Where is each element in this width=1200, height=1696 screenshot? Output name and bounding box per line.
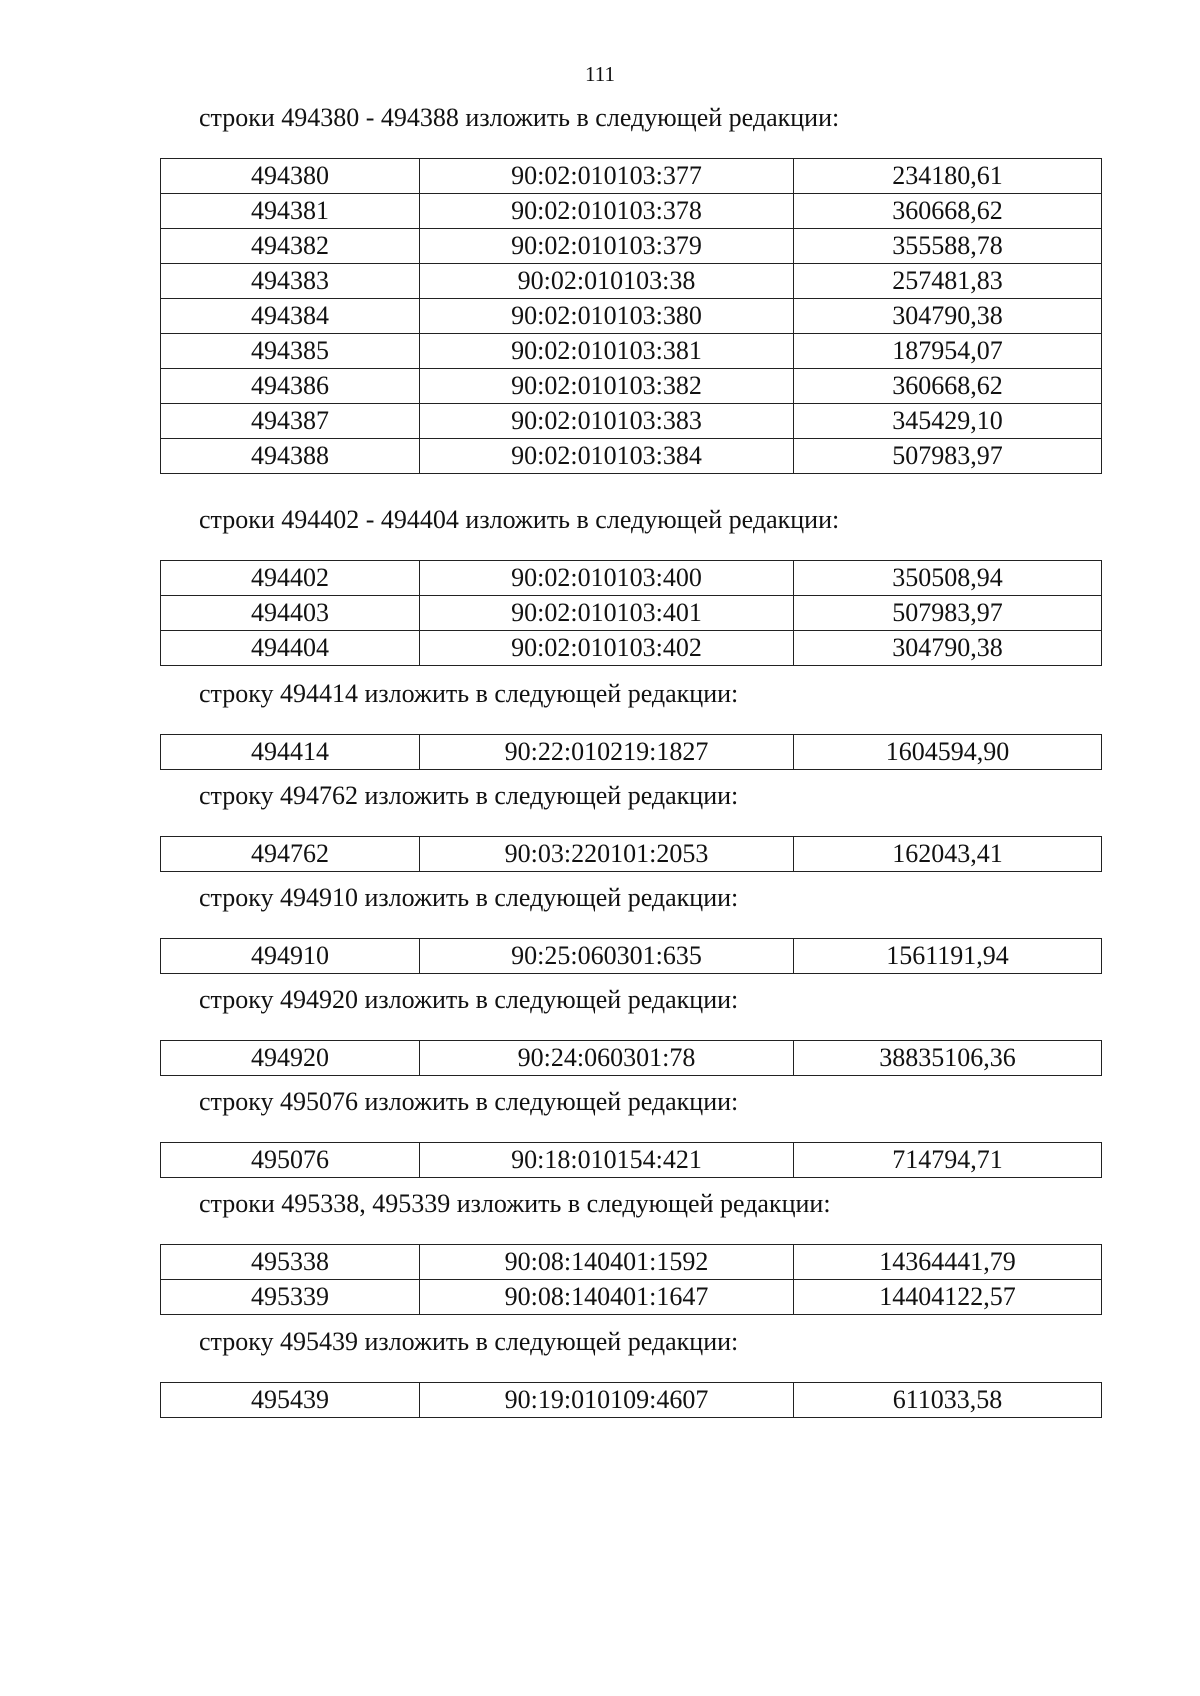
cadastral-number-cell: 90:02:010103:384 [420, 439, 794, 474]
cadastral-number-cell: 90:02:010103:378 [420, 194, 794, 229]
row-number-cell: 495439 [161, 1383, 420, 1418]
amendment-section [160, 882, 1110, 974]
section-heading: строки 494402 - 494404 изложить в следующей редакции: [199, 505, 840, 534]
table-row [161, 1280, 1102, 1315]
cadastral-value-cell: 345429,10 [794, 404, 1102, 439]
row-number-cell: 494385 [161, 334, 420, 369]
cadastral-value-cell: 360668,62 [794, 194, 1102, 229]
cadastral-number-cell: 90:19:010109:4607 [420, 1383, 794, 1418]
section-heading: строку 495439 изложить в следующей редакции: [199, 1327, 739, 1356]
cadastral-value-cell: 304790,38 [794, 299, 1102, 334]
table-row [161, 1245, 1102, 1280]
table-row [161, 404, 1102, 439]
cadastral-number-cell: 90:02:010103:400 [420, 561, 794, 596]
amendment-section [160, 102, 1110, 474]
table-row [161, 561, 1102, 596]
row-number-cell: 494387 [161, 404, 420, 439]
amendment-section [160, 504, 1110, 666]
table-row [161, 735, 1102, 770]
cadastral-value-cell: 257481,83 [794, 264, 1102, 299]
cadastral-number-cell: 90:02:010103:383 [420, 404, 794, 439]
row-number-cell: 495339 [161, 1280, 420, 1315]
table-row [161, 1383, 1102, 1418]
cadastral-value-cell: 304790,38 [794, 631, 1102, 666]
table-row [161, 1143, 1102, 1178]
table-row [161, 837, 1102, 872]
table-row [161, 939, 1102, 974]
cadastral-table [160, 1382, 1102, 1418]
cadastral-number-cell: 90:02:010103:382 [420, 369, 794, 404]
cadastral-value-cell: 14364441,79 [794, 1245, 1102, 1280]
cadastral-number-cell: 90:25:060301:635 [420, 939, 794, 974]
page-number: 111 [585, 62, 615, 86]
cadastral-number-cell: 90:24:060301:78 [420, 1041, 794, 1076]
section-heading: строку 494414 изложить в следующей редакции: [199, 679, 739, 708]
table-row [161, 229, 1102, 264]
table-row [161, 299, 1102, 334]
cadastral-number-cell: 90:08:140401:1647 [420, 1280, 794, 1315]
amendment-section [160, 984, 1110, 1076]
amendment-section [160, 1086, 1110, 1178]
table-row [161, 369, 1102, 404]
row-number-cell: 494380 [161, 159, 420, 194]
table-row [161, 194, 1102, 229]
row-number-cell: 494402 [161, 561, 420, 596]
cadastral-table [160, 836, 1102, 872]
cadastral-table [160, 560, 1102, 666]
cadastral-number-cell: 90:02:010103:379 [420, 229, 794, 264]
cadastral-table [160, 158, 1102, 474]
section-heading: строку 494762 изложить в следующей редакции: [199, 781, 739, 810]
amendment-section [160, 1326, 1110, 1418]
row-number-cell: 494910 [161, 939, 420, 974]
cadastral-value-cell: 38835106,36 [794, 1041, 1102, 1076]
row-number-cell: 494384 [161, 299, 420, 334]
cadastral-value-cell: 611033,58 [794, 1383, 1102, 1418]
row-number-cell: 494382 [161, 229, 420, 264]
section-heading: строку 494910 изложить в следующей редакции: [199, 883, 739, 912]
cadastral-number-cell: 90:02:010103:401 [420, 596, 794, 631]
cadastral-table [160, 1244, 1102, 1315]
cadastral-table [160, 734, 1102, 770]
cadastral-table [160, 938, 1102, 974]
cadastral-value-cell: 350508,94 [794, 561, 1102, 596]
cadastral-value-cell: 1604594,90 [794, 735, 1102, 770]
cadastral-number-cell: 90:02:010103:377 [420, 159, 794, 194]
cadastral-table [160, 1040, 1102, 1076]
amendment-section [160, 678, 1110, 770]
table-row [161, 596, 1102, 631]
row-number-cell: 495338 [161, 1245, 420, 1280]
table-row [161, 159, 1102, 194]
cadastral-number-cell: 90:02:010103:402 [420, 631, 794, 666]
table-row [161, 439, 1102, 474]
row-number-cell: 494414 [161, 735, 420, 770]
section-heading: строки 495338, 495339 изложить в следующей редакции: [199, 1189, 831, 1218]
table-row [161, 631, 1102, 666]
cadastral-number-cell: 90:22:010219:1827 [420, 735, 794, 770]
table-row [161, 334, 1102, 369]
cadastral-value-cell: 187954,07 [794, 334, 1102, 369]
cadastral-value-cell: 14404122,57 [794, 1280, 1102, 1315]
cadastral-number-cell: 90:02:010103:38 [420, 264, 794, 299]
cadastral-number-cell: 90:08:140401:1592 [420, 1245, 794, 1280]
row-number-cell: 494404 [161, 631, 420, 666]
cadastral-value-cell: 507983,97 [794, 439, 1102, 474]
cadastral-number-cell: 90:02:010103:380 [420, 299, 794, 334]
table-row [161, 1041, 1102, 1076]
row-number-cell: 494403 [161, 596, 420, 631]
row-number-cell: 494383 [161, 264, 420, 299]
cadastral-value-cell: 360668,62 [794, 369, 1102, 404]
section-heading: строку 495076 изложить в следующей редакции: [199, 1087, 739, 1116]
row-number-cell: 495076 [161, 1143, 420, 1178]
cadastral-value-cell: 714794,71 [794, 1143, 1102, 1178]
cadastral-value-cell: 355588,78 [794, 229, 1102, 264]
cadastral-number-cell: 90:02:010103:381 [420, 334, 794, 369]
cadastral-value-cell: 1561191,94 [794, 939, 1102, 974]
row-number-cell: 494386 [161, 369, 420, 404]
table-row [161, 264, 1102, 299]
section-heading: строку 494920 изложить в следующей редакции: [199, 985, 739, 1014]
cadastral-value-cell: 507983,97 [794, 596, 1102, 631]
cadastral-value-cell: 162043,41 [794, 837, 1102, 872]
row-number-cell: 494920 [161, 1041, 420, 1076]
cadastral-number-cell: 90:18:010154:421 [420, 1143, 794, 1178]
amendment-section [160, 780, 1110, 872]
cadastral-table [160, 1142, 1102, 1178]
row-number-cell: 494388 [161, 439, 420, 474]
cadastral-value-cell: 234180,61 [794, 159, 1102, 194]
section-heading: строки 494380 - 494388 изложить в следующей редакции: [199, 103, 840, 132]
cadastral-number-cell: 90:03:220101:2053 [420, 837, 794, 872]
row-number-cell: 494381 [161, 194, 420, 229]
row-number-cell: 494762 [161, 837, 420, 872]
amendment-section [160, 1188, 1110, 1315]
